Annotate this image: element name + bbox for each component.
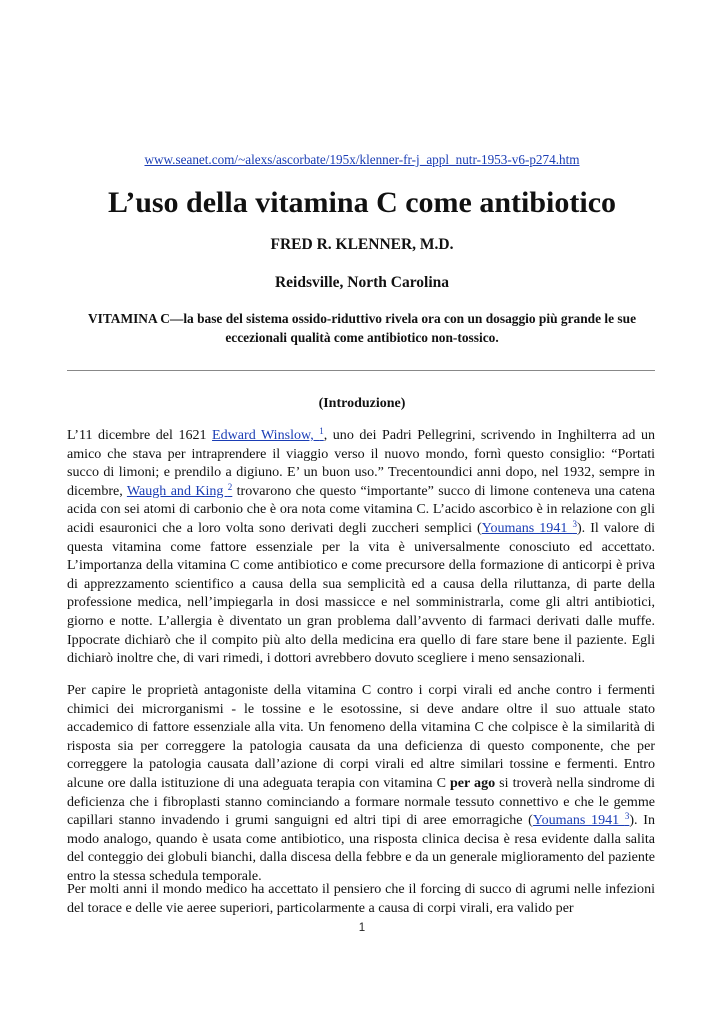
- paragraph-text: Per capire le proprietà antagoniste della vitamina C contro i corpi virali ed anche contro i fermenti chimici dei microrganismi - le tossine e le esotossine, si deve andare oltre il suo attuale stato accademico di fattore essenziale alla vita. Un fenomeno della vitamina C che colpisce è la similarità di risposta sia per correggere la patologia causata da una deficienza di questo componente, che per correggere la patologia causata dall’azione di corpi virali ed altre similari tossine e fermenti. Entro alcune ore dalla istituzione di una adeguata terapia con vitamina C: [67, 682, 655, 791]
- horizontal-divider: [67, 370, 655, 371]
- paragraph-text: ). In modo analogo, quando è usata come antibiotico, una risposta clinica decisa è resa evidente dalla salita del conteggio dei globuli bianchi, dalla discesa della febbre e da un generale miglioramento del paziente entro la stessa schedula temporale.: [67, 812, 655, 884]
- author-name: FRED R. KLENNER, M.D.: [270, 236, 454, 253]
- paragraph-text: Per molti anni il mondo medico ha accettato il pensiero che il forcing di succo di agrumi nelle infezioni del torace e delle vie aeree superiori, particolarmente a causa di corpi virali, era valido per: [67, 881, 655, 916]
- paragraph-1: [67, 426, 655, 668]
- paragraph-text: trovarono che questo “importante” succo di limone conteneva una catena acida con sei atomi di carbonio che è ora nota come vitamina C. L’acido ascorbico è in relazione con gli acidi esauronici che a loro volta sono derivati degli zuccheri semplici (: [67, 482, 656, 536]
- paragraph-text: si troverà nella sindrome di deficienza che i fibroplasti stanno cominciando a formare normale tessuto connettivo e che le gemme capillari stanno invadendo i grumi sanguigni ed altri tipi di aree emorragiche (: [67, 774, 655, 829]
- reference-link-waugh-king[interactable]: Waugh and King $^2$: [126, 481, 233, 499]
- paragraph-text: ). Il valore di questa vitamina come fattore essenziale per la vita è universalmente conosciuto ed accettato. L’importanza della vitamina C come antibiotico e come precursore della formazione di anticorpi è priva di apprezzamento scientifico a causa della sua semplicità ed a causa della riluttanza, di parte della professione medica, nell’impiegarla in dosi massicce e nel somministrarla, come gli altri antibiotici, giorno e notte. L’allergia è diventato un gran problema dall’avvento di farmaci derivati dalle muffe. Ippocrate dichiarò che il compito più alto della medicina era quello di fare stare bene il paziente. Egli dichiarò inoltre che, di vari rimedi, i dottori avrebbero dovuto scegliere i meno sensazionali.: [67, 519, 655, 667]
- reference-link-winslow[interactable]: Edward Winslow, $^1$: [212, 426, 324, 443]
- section-heading: (Introduzione): [318, 396, 406, 411]
- reference-link-youmans[interactable]: Youmans 1941 $^3$: [481, 518, 577, 536]
- page-number: 1: [358, 922, 366, 934]
- article-title: L’uso della vitamina C come antibiotico: [107, 186, 617, 219]
- abstract: VITAMINA C—la base del sistema ossido-riduttivo rivela ora con un dosaggio più grande le sue eccezionali qualità come antibiotico non-tossico.: [87, 311, 637, 345]
- paragraph-3: [67, 880, 655, 917]
- paragraph-2: [67, 681, 655, 886]
- paragraph-text: L’11 dicembre del 1621: [67, 427, 213, 443]
- bold-emphasis: per ago: [449, 774, 496, 791]
- author-location: Reidsville, North Carolina: [274, 274, 450, 291]
- reference-link-youmans[interactable]: Youmans 1941 $^3$: [532, 811, 630, 829]
- paragraph-text: , uno dei Padri Pellegrini, scrivendo in Inghilterra ad un amico che stava per intraprendere il viaggio verso il nuovo mondo, fornì questo consiglio: “Portati succo di limoni; e prendilo a digiuno. E’ un buon uso.” Trecentoundici anni dopo, nel 1932, sempre in dicembre,: [67, 427, 655, 499]
- source-url-link[interactable]: www.seanet.com/~alexs/ascorbate/195x/klenner-fr-j_appl_nutr-1953-v6-p274.htm: [144, 152, 580, 167]
